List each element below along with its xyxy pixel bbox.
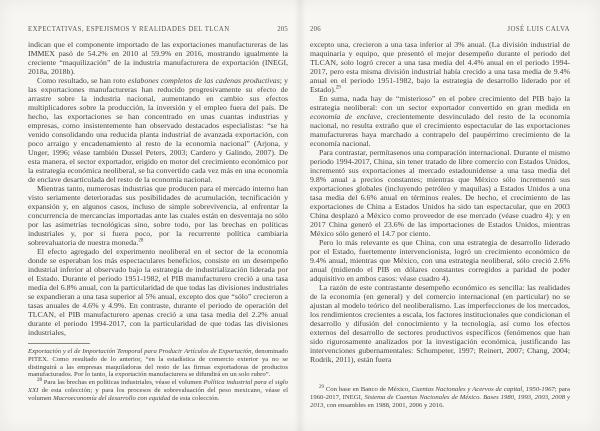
paragraph xyxy=(28,40,288,76)
text-run: Con base en Banco de México, xyxy=(324,386,412,393)
text-run: Cuentas Nacionales y Acervos de capital, 1950-1967 xyxy=(411,386,555,393)
page-header-left xyxy=(28,26,288,33)
text-run: El efecto agregado del experimento neoliberal en el sector de la economía donde se esperaban los más espectaculares beneficios, consiste en un desempeño industrial inferior al observado bajo la estrategia de industrialización liderada por el Estado. Durante el periodo 1951-1982, el PIB manufacturero creció a una tasa media del 6.8% anual, con la particularidad de que todas las divisiones industriales se expandieran a una tasa superior al 5% anual, excepto dos que “sólo” crecieron a tasas anuales de 4.6% y 4.9%. En contraste, durante el periodo de operación del TLCAN, el PIB manufacturero apenas creció a una tasa media del 2.2% anual durante el periodo 1994-2017, con la particularidad de que todas las divisiones industriales, xyxy=(28,247,288,337)
text-run: de esta colección; y para los procesos de sobrevaluación del peso mexicano, véase el volumen xyxy=(28,386,288,402)
text-run: Pero lo más relevante es que China, con una estrategia de desarrollo liderado por el Estado, fuertemente intervencionista, logró un crecimiento económico de 9.4% anual, mientras que México, con una estrategia neoliberal, sólo creció 2.6% anual (midiendo el PIB en dólares constantes corregidos a paridad de poder adquisitivo en ambos casos: véase cuadro 4). xyxy=(310,238,570,283)
footnote-marker: 28 xyxy=(37,377,42,383)
text-run: Como resultado, se han roto xyxy=(37,76,128,85)
footnote-marker: 29 xyxy=(319,384,324,390)
footnote-marker: 28 xyxy=(138,238,144,244)
page-right xyxy=(300,0,600,431)
footnotes-right xyxy=(310,386,570,409)
text-run: Para contrastar, permítasenos una comparación internacional. Durante el mismo periodo 1994-2017, China, sin tener tratado de libre comercio con Estados Unidos, incrementó sus exportaciones al mercado estadounidense a una tasa media del 9.8% anual a precios constantes; mientras que México sólo incrementó sus exportaciones globales (incluyendo petróleo y maquilas) a Estados Unidos a una tasa media del 6.6% anual en términos reales. De hecho, el crecimiento de las exportaciones de China a Estados Unidos ha sido tan espectacular, que en 2003 China desplazó a México como proveedor de ese mercado (véase cuadro 4); y en 2017 China generó el 23.6% de las importaciones de Estados Unidos, mientras México sólo generó el 14.7 por ciento. xyxy=(310,148,570,238)
body-text-left xyxy=(28,40,288,337)
paragraph xyxy=(310,238,570,283)
text-run: Macroeconomía del desarrollo con equidad xyxy=(53,394,171,402)
running-head-right: JOSÉ LUIS CALVA xyxy=(507,26,570,33)
text-run: Política industrial para el siglo XXI xyxy=(28,379,288,394)
running-head-left: EXPECTATIVAS, ESPEJISMOS Y REALIDADES DEL TLCAN xyxy=(28,26,230,33)
page-number-left: 205 xyxy=(277,26,288,33)
text-run: , crecientemente desvinculado del resto de la economía nacional, no resulta extraño que el crecimiento espectacular de las exportaciones manufactureras haya marchado a contrapelo del paupérrimo crecimiento de la economía nacional. xyxy=(310,112,570,148)
footnote xyxy=(28,379,288,402)
footnote xyxy=(310,386,570,409)
text-run: , con ensambles en 1988, 2001, 2006 y 2016. xyxy=(323,401,445,409)
page-header-right xyxy=(310,26,570,33)
text-run: La razón de este contrastante desempeño económico es sencilla: las realidades de la economía (en general) y del comercio internacional (en particular) no se ajustan al modelo teórico del neoliberalismo. Las imperfecciones de los mercados, los rendimientos crecientes a escala, los factores institucionales que condicionan el desarrollo y difusión del conocimiento y la tecnología, así como los efectos externos del desarrollo de sectores productivos específicos (fenómenos que han sido rigurosamente analizados por la investigación económica, justificando las intervenciones gubernamentales: Schumpeter, 1997; Reinert, 2007; Chang, 2004; Rodrik, 2011), están fuera xyxy=(310,283,570,364)
footnotes-left xyxy=(28,348,288,403)
paragraph xyxy=(28,184,288,247)
text-run: economía de enclave xyxy=(310,112,381,121)
paragraph xyxy=(310,148,570,238)
text-run: ; y las exportaciones manufactureras han reducido progresivamente su efecto de arrastre sobre la industria nacional, aumentando en cambio sus efectos multiplicadores sobre la producción, la inversión y el empleo fuera del país. De hecho, las exportaciones se han concentrado en unas cuantas industrias y empresas, como insistentemente han observado destacados especialistas: “se ha venido consolidando una reducida planta industrial de avanzada exportación, con poco arraigo y encadenamiento al resto de la economía nacional” (Arjona, y Unger, 1996; véase también Dussel Peters, 2003; Cardero y Galindo, 2007). De esta manera, el sector exportador, erigido en motor del crecimiento económico por la estrategia económica neoliberal, se ha convertido cada vez más en una economía de enclave desarticulada del resto de la economía nacional. xyxy=(28,76,288,184)
text-run: Para las brechas en políticas industriales, véase el volumen xyxy=(42,379,204,387)
text-run: eslabones completos de las cadenas productivas xyxy=(127,76,280,85)
paragraph xyxy=(28,247,288,337)
paragraph xyxy=(310,283,570,364)
footnote-marker: 29 xyxy=(335,85,341,91)
text-run: En suma, nada hay de “misterioso” en el pobre crecimiento del PIB bajo la estrategia neoliberal: con un sector exportador convertido en gran medida en xyxy=(310,94,570,112)
paragraph xyxy=(310,40,570,94)
paragraph xyxy=(28,76,288,184)
text-run: Sistema de Cuentas Nacionales de México. Bases 1980, 1993, 2003, 2008 y 2013 xyxy=(310,393,570,409)
page-number-right: 206 xyxy=(310,26,321,33)
text-run: Exportación y el de Importación Temporal para Producir Artículos de Exportación xyxy=(28,348,252,355)
body-text-right xyxy=(310,40,570,364)
text-run: de esta colección. xyxy=(170,394,220,402)
footnote-rule xyxy=(28,343,90,344)
text-run: Mientras tanto, numerosas industrias que producen para el mercado interno han visto seriamente deterioradas sus posibilidades de acumulación, tecnificación y expansión y, en algunos casos, incluso de simple sobrevivencia, al enfrentar la concurrencia de mercancías importadas ante las cuales están en desventaja no sólo por las asimetrías tecnológicas sino, sobre todo, por las brechas en políticas industriales y, por si fuera poco, por la recurrente política cambiaria sobrevaluatoria de nuestra moneda. xyxy=(28,184,288,247)
paragraph xyxy=(310,94,570,148)
text-run: excepto una, crecieron a una tasa inferior al 3% anual. (La división industrial de maquinaria y equipo, que presentó el mejor desempeño durante el periodo del TLCAN, solo logró crecer a una tasa media del 4.4% anual en el periodo 1994-2017, pero esta misma división industrial había crecido a una tasa media de 9.4% anual en el periodo 1951-1982, bajo la estrategia de desarrollo liderado por el Estado). xyxy=(310,40,570,94)
text-run: ; para 1960-2017, INEGI, xyxy=(310,386,570,401)
text-run: , denominado PITEX. Como resultado de lo anterior, “en la estadística de comercio exterior ya no se distinguirá a las empresas maquiladoras del resto de las firmas exportadoras de productos manufacturados. Por lo tanto, la exportación manufacturera se difundirá en un solo rubro”. xyxy=(28,348,288,379)
footnote xyxy=(28,348,288,379)
text-run: indican que el componente importado de las exportaciones manufactureras de las IMMEX pasó de 54.2% en 2010 al 59.9% en 2016, mostrando igualmente la creciente “maquilización” de la industria manufacturera de exportación (INEGI, 2018a, 2018b). xyxy=(28,40,288,76)
